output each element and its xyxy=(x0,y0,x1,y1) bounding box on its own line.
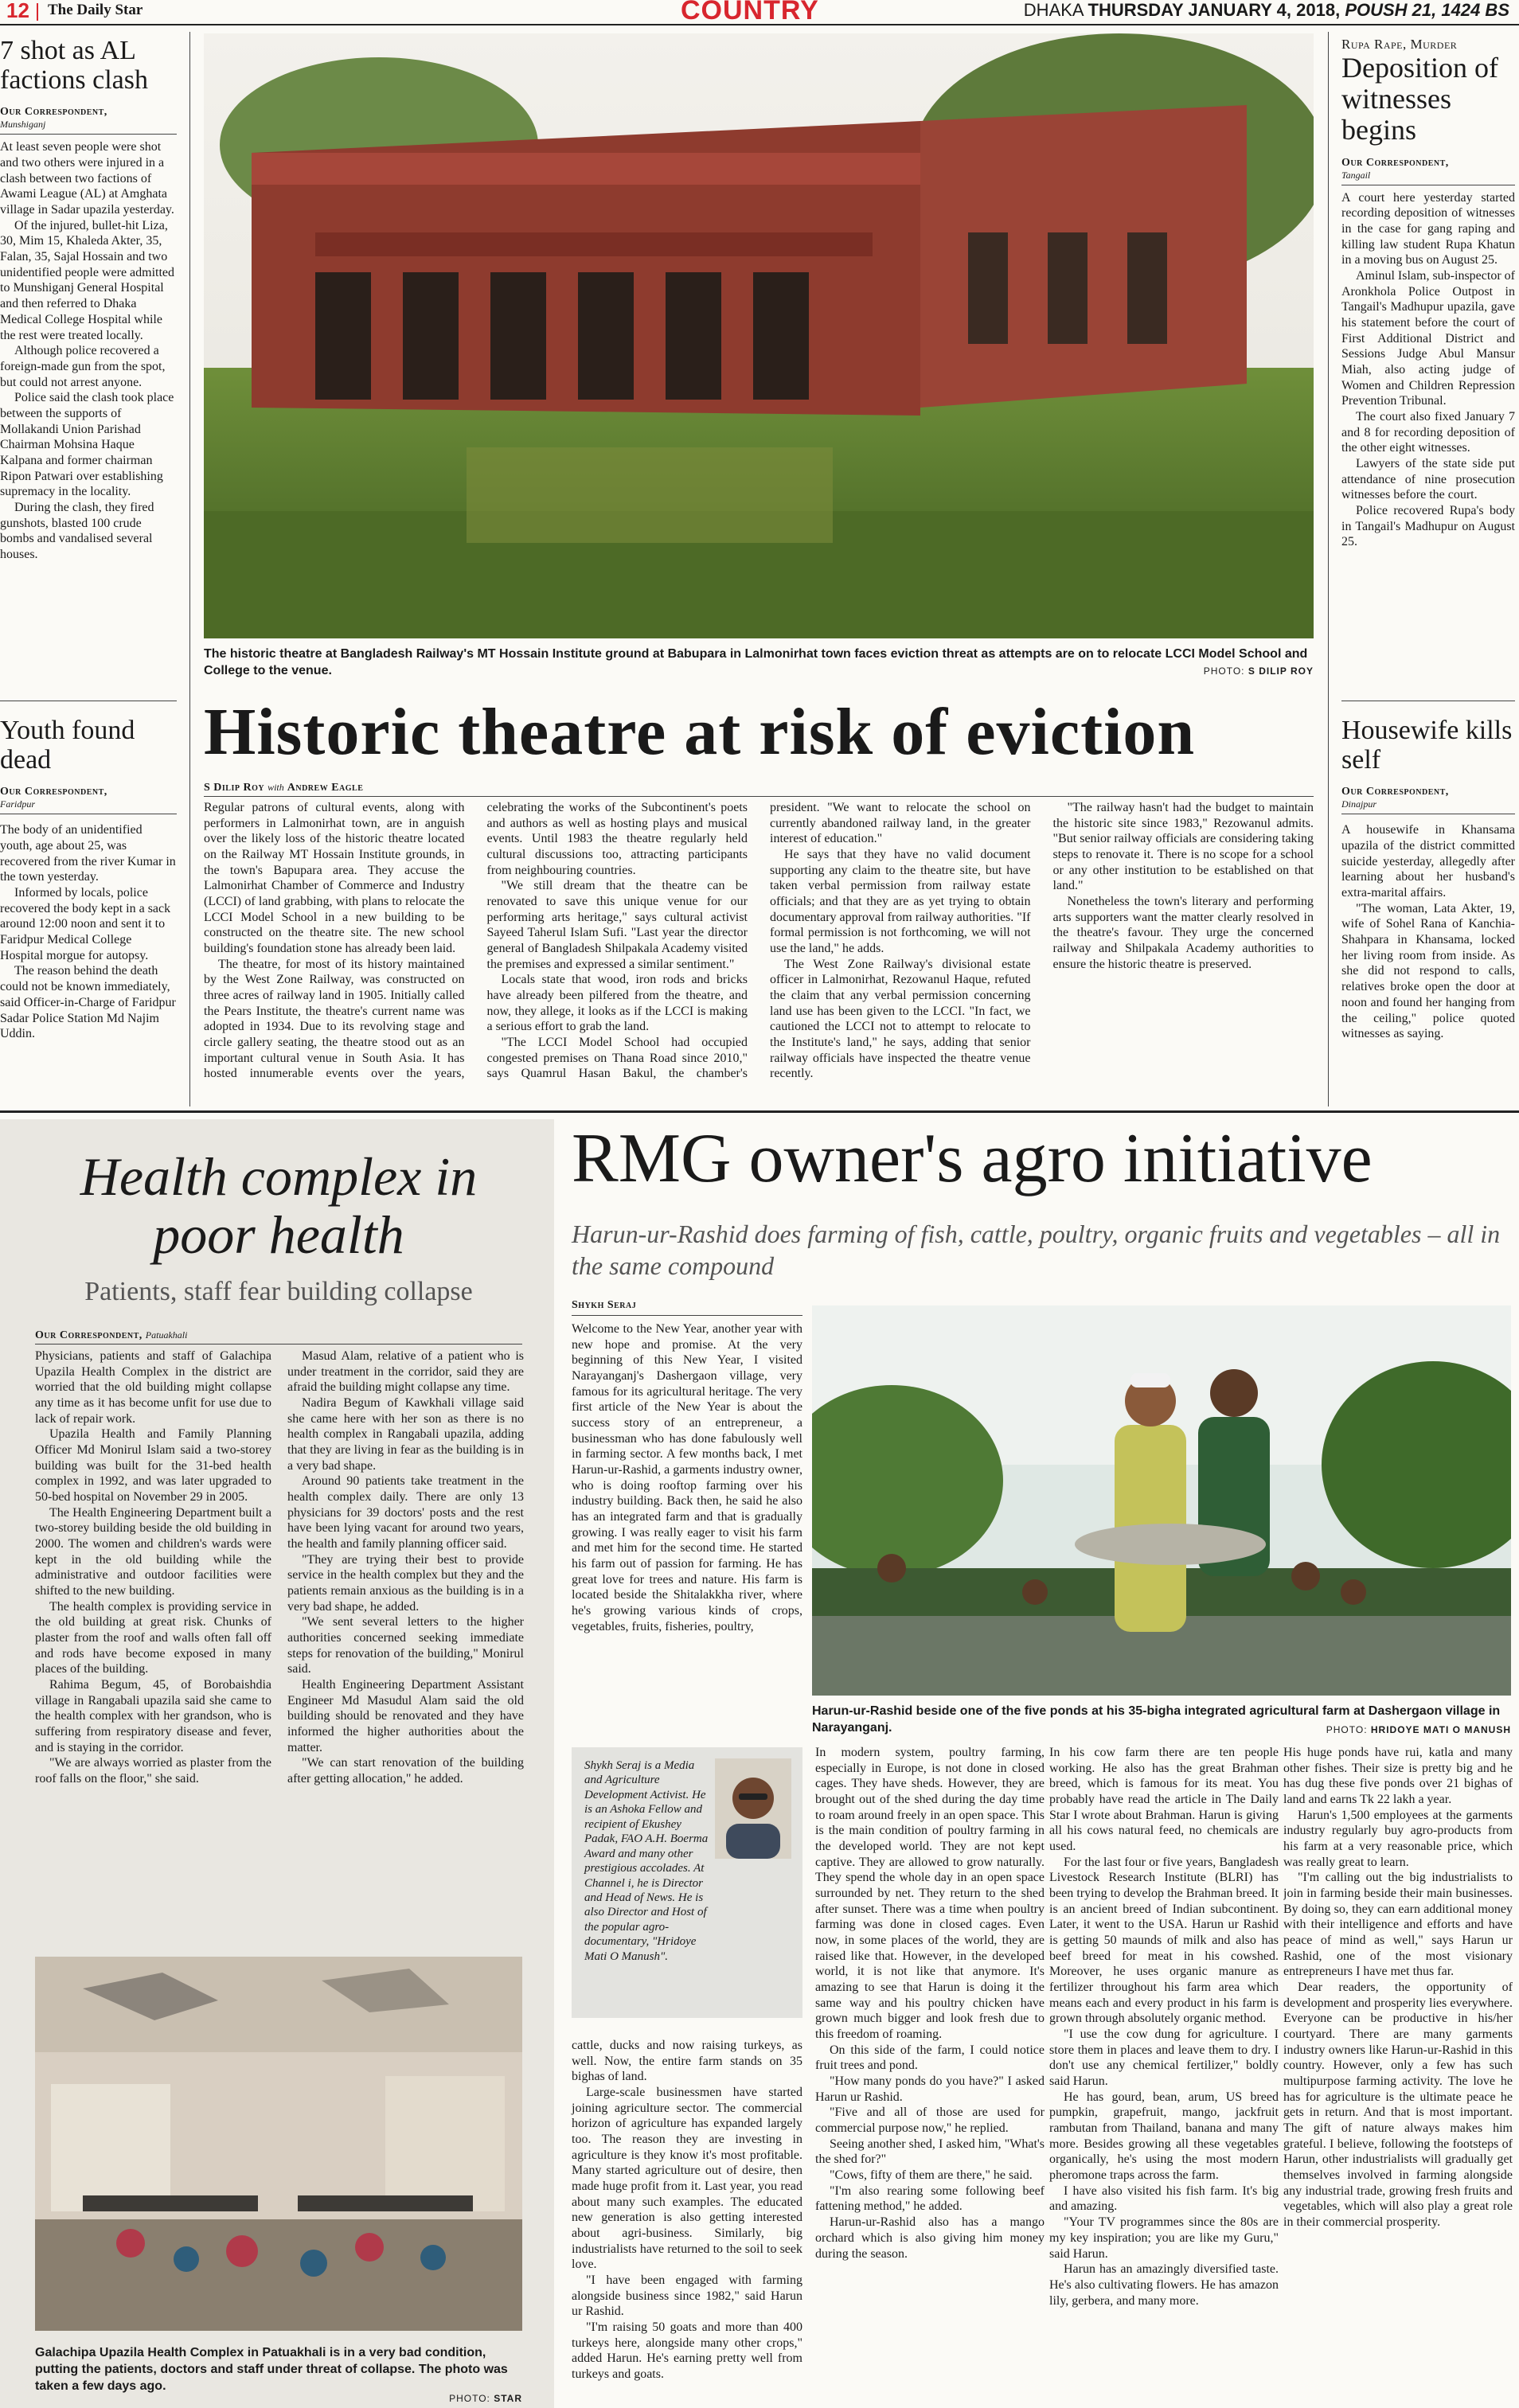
story-youth-dead xyxy=(0,716,177,1042)
paragraph: The body of an unidentified youth, age about 25, was recovered from the river Kumar in the town yesterday. xyxy=(0,823,176,884)
article-body xyxy=(35,1348,524,1818)
paragraph: "I'm raising 50 goats and more than 400 turkeys here, alongside many other crops," added Harun. He's earning pretty well from turkeys and goats. xyxy=(572,2320,802,2382)
rmg-column-2 xyxy=(815,1745,1045,2406)
photo-credit-label: PHOTO: xyxy=(449,2393,490,2404)
headline: 7 shot as AL factions clash xyxy=(0,36,148,95)
page-number: 12 xyxy=(6,0,29,22)
paragraph: Masud Alam, relative of a patient who is under treatment in the corridor, said they are afraid the building might collapse any time. xyxy=(287,1349,524,1395)
paper-name: The Daily Star xyxy=(48,2,143,18)
paragraph: cattle, ducks and now raising turkeys, as well. Now, the entire farm stands on 35 bighas of land. xyxy=(572,2039,802,2084)
paragraph: Large-scale businessmen have started joining agriculture sector. The commercial horizon of agriculture has expanded largely too. The reason they are investing in agriculture is they know it's most profitable. Many started agriculture out of desire, then made huge profit from it. Last year, you read about many such examples. The educated new generation is also getting interested about agri-business. Similarly, big industrialists have returned to the soil to seek love. xyxy=(572,2086,802,2272)
paragraph: Physicians, patients and staff of Galachipa Upazila Health Complex in the district are worried that the old building might collapse any time as it has become unfit for use due to lack of repair work. xyxy=(35,1349,271,1426)
author-portrait-illustration xyxy=(715,1758,791,1859)
paragraph: "The LCCI Model School had occupied congested premises on Thana Road since 2010," says Quamrul Hasan Bakul, the chamber's president. "We want to relocate the school on currently abandoned railway land, in the greater interest of education." xyxy=(486,801,1031,1081)
rmg-subhead: Harun-ur-Rashid does farming of fish, cattle, poultry, organic fruits and vegetables – all in the same compound xyxy=(572,1220,1501,1280)
photo-credit xyxy=(449,2393,522,2404)
byline: Our Correspondent, xyxy=(0,106,107,119)
paragraph: Aminul Islam, sub-inspector of Aronkhola Police Outpost in Tangail's Madhupur upazila, gave his statement before the court of First Additional District and Sessions Judge Abul Mansur Miah, also acting judge of Women and Children Repression Prevention Tribunal. xyxy=(1341,268,1515,408)
paragraph: In modern system, poultry farming, especially in Europe, is not done in closed cages. They have sheds. However, they are brought out of the shed during the day time to roam around freely in an open space. This is the main condition of poultry farming in the developed world. They are not kept captive. They are allowed to grow naturally. They spend the whole day in an open space surrounded by net. They return to the shed after sunset. There was a time when poultry farming was done in closed cages. Even now, in some places of the world, they are raised like that. However, in the developed world, it is not like that anymore. It's amazing to see that Harun is doing it the same way and his poultry chicken have grown much bigger and look fresh due to this freedom of roaming. xyxy=(815,1746,1045,2042)
article-body xyxy=(0,139,177,562)
kicker: Rupa Rape, Murder xyxy=(1341,37,1458,52)
photo-credit-label: PHOTO: xyxy=(1203,665,1245,677)
farm-photo xyxy=(812,1305,1511,1696)
photo-credit-name: S DILIP ROY xyxy=(1248,665,1314,677)
dateline-place: Dinajpur xyxy=(1341,798,1377,810)
divider xyxy=(572,1315,802,1316)
date-bangla: POUSH 21, 1424 BS xyxy=(1345,0,1509,20)
byline: Our Correspondent, xyxy=(0,786,107,798)
paragraph: The West Zone Railway's divisional estate officer in Lalmonirhat, Rezowanul Haque, refuted the claim that any verbal permission concerning land use has been given to the LCCI. "In fact, we cautioned the LCCI not to attempt to relocate to the Institute's land," he says, adding that senior railway officials have inspected the theatre venue recently. xyxy=(770,957,1031,1081)
byline-2: Andrew Eagle xyxy=(287,782,364,794)
paragraph: Police recovered Rupa's body in Tangail's Madhupur on August 25. xyxy=(1341,504,1515,549)
rmg-column-1 xyxy=(572,2038,802,2383)
paragraph: Rahima Begum, 45, of Borobaishdia village in Rangabali upazila said she came to the health complex with her grandson, who is suffering from respiratory disease and fever, and is staying in the corridor. xyxy=(35,1678,271,1754)
author-bio: Shykh Seraj is a Media and Agriculture Development Activist. He is an Ashoka Fellow and recipient of Ekushey Padak, FAO A.H. Boerma Award and many other prestigious accolades. At Channel i, he is Director and Head of News. He is also Director and Host of the popular agro-documentary, "Hridoye Mati O Manush". xyxy=(584,1759,709,1963)
health-complex-panel xyxy=(0,1119,554,2408)
rmg-headline: RMG owner's agro initiative xyxy=(572,1120,1373,1197)
paragraph: The reason behind the death could not be known immediately, said Officer-in-Charge of Faridpur Sadar Police Station Md Najim Uddin. xyxy=(0,964,176,1041)
section-title: COUNTRY xyxy=(681,0,819,25)
headline: Youth found dead xyxy=(0,716,135,775)
paragraph: Nadira Begum of Kawkhali village said she came here with her son as there is no health complex in Rangabali upazila, adding that they are living in fear as the building is in a very bad shape. xyxy=(287,1396,524,1473)
paragraph: "How many ponds do you have?" I asked Harun ur Rashid. xyxy=(815,2074,1045,2104)
rmg-column-3 xyxy=(1049,1745,1279,2406)
farm-photo-credit xyxy=(1326,1724,1511,1735)
divider xyxy=(204,796,1314,797)
author-bio-box xyxy=(572,1747,802,2018)
paragraph: Informed by locals, police recovered the body kept in a sack around 12:00 noon and sent it to Faridpur Medical College Hospital morgue for autopsy. xyxy=(0,886,171,962)
paragraph: "We sent several letters to the higher authorities concerned seeking immediate steps for renovation of the building," Monirul said. xyxy=(287,1615,524,1676)
paragraph: "The railway hasn't had the budget to maintain the historic site since 1983," Rezowanul admits. "But senior railway officials are considering taking steps to renovate it. There is no scope for a school or any other institution to be established on that land." xyxy=(1052,801,1314,893)
photo-credit xyxy=(204,665,1314,677)
paragraph: A court here yesterday started recording deposition of witnesses in the case for gang raping and killing law student Rupa Khatun in a moving bus on August 25. xyxy=(1341,190,1515,267)
paragraph: He has gourd, bean, arum, US breed pumpkin, grapefruit, mango, jackfruit rambutan from Thailand, banana and many more. Besides growing all these vegetables organically, he's using the most modern pheromone traps across the farm. xyxy=(1049,2090,1279,2183)
farm-photo-caption: Harun-ur-Rashid beside one of the five ponds at his 35-bigha integrated agricultural farm at Dashergaon village in Narayanganj. xyxy=(812,1704,1501,1735)
byline-with: with xyxy=(267,782,284,793)
story-housewife xyxy=(1341,716,1515,1042)
theatre-headline: Historic theatre at risk of eviction xyxy=(204,695,1196,769)
paragraph: Around 90 patients take treatment in the health complex daily. There are only 13 physicians for 39 doctors' posts and the rest have been lying vacant for around two years, the health and family planning officer said. xyxy=(287,1474,524,1551)
story-al-clash xyxy=(0,37,177,563)
photo-caption: Galachipa Upazila Health Complex in Patuakhali is in a very bad condition, putting the patients, doctors and staff under threat of collapse. The photo was taken a few days ago. xyxy=(35,2346,508,2393)
paragraph: In his cow farm there are ten people working. He also has the great Brahman breed, which is famous for its meat. You probably have read the article in The Daily Star I wrote about Brahman. Harun is giving all his cows natural feed, no chemicals are used. xyxy=(1049,1746,1279,1854)
masthead xyxy=(0,0,1519,25)
dateline-place: Munshiganj xyxy=(0,119,46,131)
date-day: THURSDAY JANUARY 4, 2018, xyxy=(1088,0,1341,20)
paragraph: Police said the clash took place between the supports of Mollakandi Union Parishad Chairman Mohsina Haque Kalpana and former chairman Ripon Patwari over establishing supremacy in the locality. xyxy=(0,391,174,499)
paragraph: "I'm calling out the big industrialists to join in farming beside their main businesses. By doing so, they can earn additional money with their intelligence and efforts and have peace of mind as well," says Harun ur Rashid, one of the most visionary entrepreneurs I have met thus far. xyxy=(1283,1871,1513,1979)
headline: Health complex in poor health xyxy=(80,1146,478,1266)
photo-credit-name: HRIDOYE MATI O MANUSH xyxy=(1370,1724,1511,1735)
paragraph: The theatre, for most of its history maintained by the West Zone Railway, was constructed on three acres of railway land in 1905. Initially called the Pears Institute, the theatre's current name was adopted in 1934. Due to its revolving stage and circle gallery seating, the theatre stood out as an important cultural venue in South Asia. It has hosted innumerable events over the years, celebrating the works of the Subcontinent's poets and authors as well as hosting plays and musical events. Until 1983 the theatre regularly held cultural discussions too, attracting participants from neighbouring countries. xyxy=(204,801,748,1081)
section-rule xyxy=(0,1110,1519,1113)
theatre-photo xyxy=(204,33,1314,638)
rmg-byline: Shykh Seraj xyxy=(572,1299,637,1311)
paragraph: During the clash, they fired gunshots, blasted 100 crude bombs and vandalised several houses. xyxy=(0,500,154,561)
health-complex-photo xyxy=(35,1957,522,2331)
subhead: Patients, staff fear building collapse xyxy=(84,1277,473,1306)
paragraph: Although police recovered a foreign-made gun from the spot, but could not arrest anyone. xyxy=(0,344,166,389)
dateline xyxy=(1024,0,1509,21)
paragraph: "I have been engaged with farming alongside business since 1982," said Harun ur Rashid. xyxy=(572,2273,802,2319)
theatre-article-body xyxy=(204,800,1314,1095)
byline: Our Correspondent, xyxy=(1341,156,1449,169)
paragraph: "We are always worried as plaster from the roof falls on the floor," she said. xyxy=(35,1756,271,1786)
byline: Our Correspondent, xyxy=(1341,786,1449,798)
date-city: DHAKA xyxy=(1023,0,1084,20)
rmg-intro-body xyxy=(572,1321,802,1634)
photo-credit-name: STAR xyxy=(494,2393,522,2404)
paragraph: He says that they have no valid document supporting any claim to the theatre site, but have taken verbal permission from railway estate officials; and that they are as yet trying to obtain documentary approval from railway authorities. "If formal permission is not forthcoming, we will not use the land," he adds. xyxy=(770,848,1031,956)
paragraph: Of the injured, bullet-hit Liza, 30, Mim 15, Khaleda Akter, 35, Falan, 35, Sajal Hossain and two unidentified people were admitted to Munshiganj General Hospital and then referred to Dhaka Medical College Hospital while the rest were treated locally. xyxy=(0,218,175,342)
dateline-place: Faridpur xyxy=(0,798,36,810)
column-rule xyxy=(1328,32,1329,1106)
paragraph: "I use the cow dung for agriculture. I store them in places and leave them to dry. I don't use any chemical fertilizer," boldly said Harun. xyxy=(1049,2027,1279,2089)
dateline-place: Patuakhali xyxy=(145,1329,188,1341)
paragraph: "Five and all of those are used for commercial purpose now," he replied. xyxy=(815,2106,1045,2136)
paragraph: Health Engineering Department Assistant Engineer Md Masudul Alam said the old building should be renovated and they have informed the higher authorities about the matter. xyxy=(287,1678,524,1754)
paragraph: Harun has an amazingly diversified taste. He's also cultivating flowers. He has amazon lily, gerbera, and many more. xyxy=(1049,2262,1279,2308)
paragraph: "They are trying their best to provide service in the health complex but they and the patients remain anxious as the building is in a very bad shape, he added. xyxy=(287,1552,524,1614)
paragraph: Dear readers, the opportunity of development and prosperity lies everywhere. Everyone can be productive in his/her courtyard. There are many garments industry owners like Harun-ur-Rashid in this country. However, only a few has such multipurpose farming activity. The love he has for agriculture is the ultimate peace he gets in return. And that is most important. The gift of nature always makes him grateful. I believe, following the footsteps of Harun, other industrialists will gradually get themselves involved in farming alongside any industrial trade, growing fresh fruits and vegetables, which will also play a great role in their commercial prosperity. xyxy=(1283,1981,1513,2230)
paragraph: "We can start renovation of the building after getting allocation," he added. xyxy=(287,1756,524,1786)
article-body xyxy=(1341,190,1515,550)
article-body xyxy=(1341,822,1515,1041)
column-rule xyxy=(189,32,190,1106)
paragraph: "Your TV programmes since the 80s are my key inspiration; you are like my Guru," said Harun. xyxy=(1049,2215,1279,2261)
paragraph: The court also fixed January 7 and 8 for recording deposition of the other eight witnesses. xyxy=(1341,410,1515,455)
rmg-column-4 xyxy=(1283,1745,1513,2406)
paragraph: At least seven people were shot and two others were injured in a clash between two factions of Awami League (AL) at Amghata village in Sadar upazila yesterday. xyxy=(0,140,174,217)
paragraph: Upazila Health and Family Planning Officer Md Monirul Islam said a two-storey building was built for the 31-bed health complex in 1992, and was later upgraded to 50-bed hospital on November 29 in 2005. xyxy=(35,1427,271,1505)
dateline-place: Tangail xyxy=(1341,169,1371,181)
paragraph: Lawyers of the state side put attendance of nine prosecution witnesses before the court. xyxy=(1341,457,1515,502)
paragraph: "I'm also rearing some following beef fattening method," he added. xyxy=(815,2184,1045,2214)
headline: Housewife kills self xyxy=(1341,716,1513,775)
photo-caption: The historic theatre at Bangladesh Railway's MT Hossain Institute ground at Babupara in Lalmonirhat town faces eviction threat as attempts are on to relocate LCCI Model School and College to the venue. xyxy=(204,647,1308,677)
paragraph: His huge ponds have rui, katla and many other fishes. Their size is pretty big and he has dug these five ponds over 21 bighas of land and earns Tk 22 lakh a year. xyxy=(1283,1746,1513,1807)
paragraph: Nonetheless the town's literary and performing arts supporters want the matter clearly resolved in the theatre's favour. They urge the concerned railway and Shilpakala Academy authorities to ensure the historic theatre is preserved. xyxy=(1052,895,1314,971)
photo-credit-label: PHOTO: xyxy=(1326,1724,1368,1735)
theatre-caption-block xyxy=(204,646,1314,677)
paragraph: Seeing another shed, I asked him, "What's the shed for?" xyxy=(815,2137,1045,2167)
theatre-photo-illustration xyxy=(204,33,1314,638)
paragraph: "We still dream that the theatre can be renovated to save this unique venue for our performing arts heritage," says cultural activist Sayeed Taherul Islam Sufi. "Last year the director general of Bangladesh Shilpakala Academy visited the premises and expressed a similar sentiment." xyxy=(486,879,748,971)
paragraph: Regular patrons of cultural events, along with performers in Lalmonirhat town, are in anguish over the likely loss of the historic theatre located on the Railway MT Hossain Institute grounds, in the town's Bapupara area. They accuse the Lalmonirhat Chamber of Commerce and Industry (LCCI) of land grabbing, with plans to relocate the LCCI Model School in a new building to be constructed on the theatre site. The new school building's foundation stone has already been laid. xyxy=(204,801,465,956)
paragraph: Welcome to the New Year, another year with new hope and promise. At the very beginning of this New Year, I visited Narayanganj's Dashergaon village, very famous for its agricultural heritage. The very first article of the New Year is about the success story of an entrepreneur, a businessman who has done fabulously well in farming sector. A few months back, I met Harun-ur-Rashid, a garments industry owner, who is doing rooftop farming over his industry building. Back then, he said he also has an integrated farm and that is gradually growing. I was really eager to visit his farm and met him for the second time. He started his farm out of passion for farming. He has great love for trees and nature. His farm is located beside the Shitalakkha river, where he's growing various kinds of crops, vegetables, fruits, fisheries, poultry, xyxy=(572,1322,802,1633)
paragraph: I have also visited his fish farm. It's big and amazing. xyxy=(1049,2184,1279,2214)
paragraph: "The woman, Lata Akter, 19, wife of Sohel Rana of Kanchia-Shahpara in Khansama, locked her living room from inside. As she did not respond to calls, relatives broke open the door at noon and found her hanging from the ceiling," police quoted witnesses as saying. xyxy=(1341,901,1515,1041)
theatre-byline xyxy=(204,780,363,794)
paragraph: The health complex is providing service in the old building at great risk. Chunks of plaster from the roof and walls often fall off and rods have become exposed in many places of the building. xyxy=(35,1599,271,1676)
paragraph: The Health Engineering Department built a two-storey building beside the old building in 2000. The women and children's wards were kept in the old building while the administrative and outdoor facilities were shifted to the new building. xyxy=(35,1505,271,1598)
byline: S Dilip Roy xyxy=(204,782,265,794)
article-body xyxy=(0,822,177,1041)
author-portrait xyxy=(715,1758,791,1859)
masthead-divider xyxy=(37,3,38,21)
paragraph: "Cows, fifty of them are there," he said. xyxy=(830,2168,1033,2183)
paragraph: On this side of the farm, I could notice fruit trees and pond. xyxy=(815,2043,1045,2073)
health-complex-photo-illustration xyxy=(35,1957,522,2331)
paragraph: Harun's 1,500 employees at the garments industry regularly buy agro-products from his farm at a very reasonable price, which was really great to learn. xyxy=(1283,1808,1513,1869)
paragraph: Harun-ur-Rashid also has a mango orchard which is also giving him money during the season. xyxy=(815,2215,1045,2261)
story-rupa-rape xyxy=(1341,37,1515,550)
divider xyxy=(0,134,177,135)
headline: Deposition of witnesses begins xyxy=(1341,52,1498,146)
paragraph: A housewife in Khansama upazila of the district committed suicide yesterday, allegedly after learning about her husband's extra-marital affairs. xyxy=(1341,823,1515,900)
farm-photo-illustration xyxy=(812,1305,1511,1696)
paragraph: Locals state that wood, iron rods and bricks have already been pilfered from the theatre, and now, they allege, it looks as if the LCCI is making a serious effort to grab the land. xyxy=(486,973,748,1034)
paragraph: For the last four or five years, Bangladesh Livestock Research Institute (BLRI) has been trying to develop the Brahman breed. It is an ancient breed of Indian subcontinent. Later, it went to the USA. Harun ur Rashid is getting 50 maunds of milk and also has beef breed for meat in his cowshed. Moreover, he uses organic manure as fertilizer throughout his farm area which means each and every product in his farm is grown through absolutely organic method. xyxy=(1049,1855,1279,2026)
byline: Our Correspondent, xyxy=(35,1329,143,1341)
